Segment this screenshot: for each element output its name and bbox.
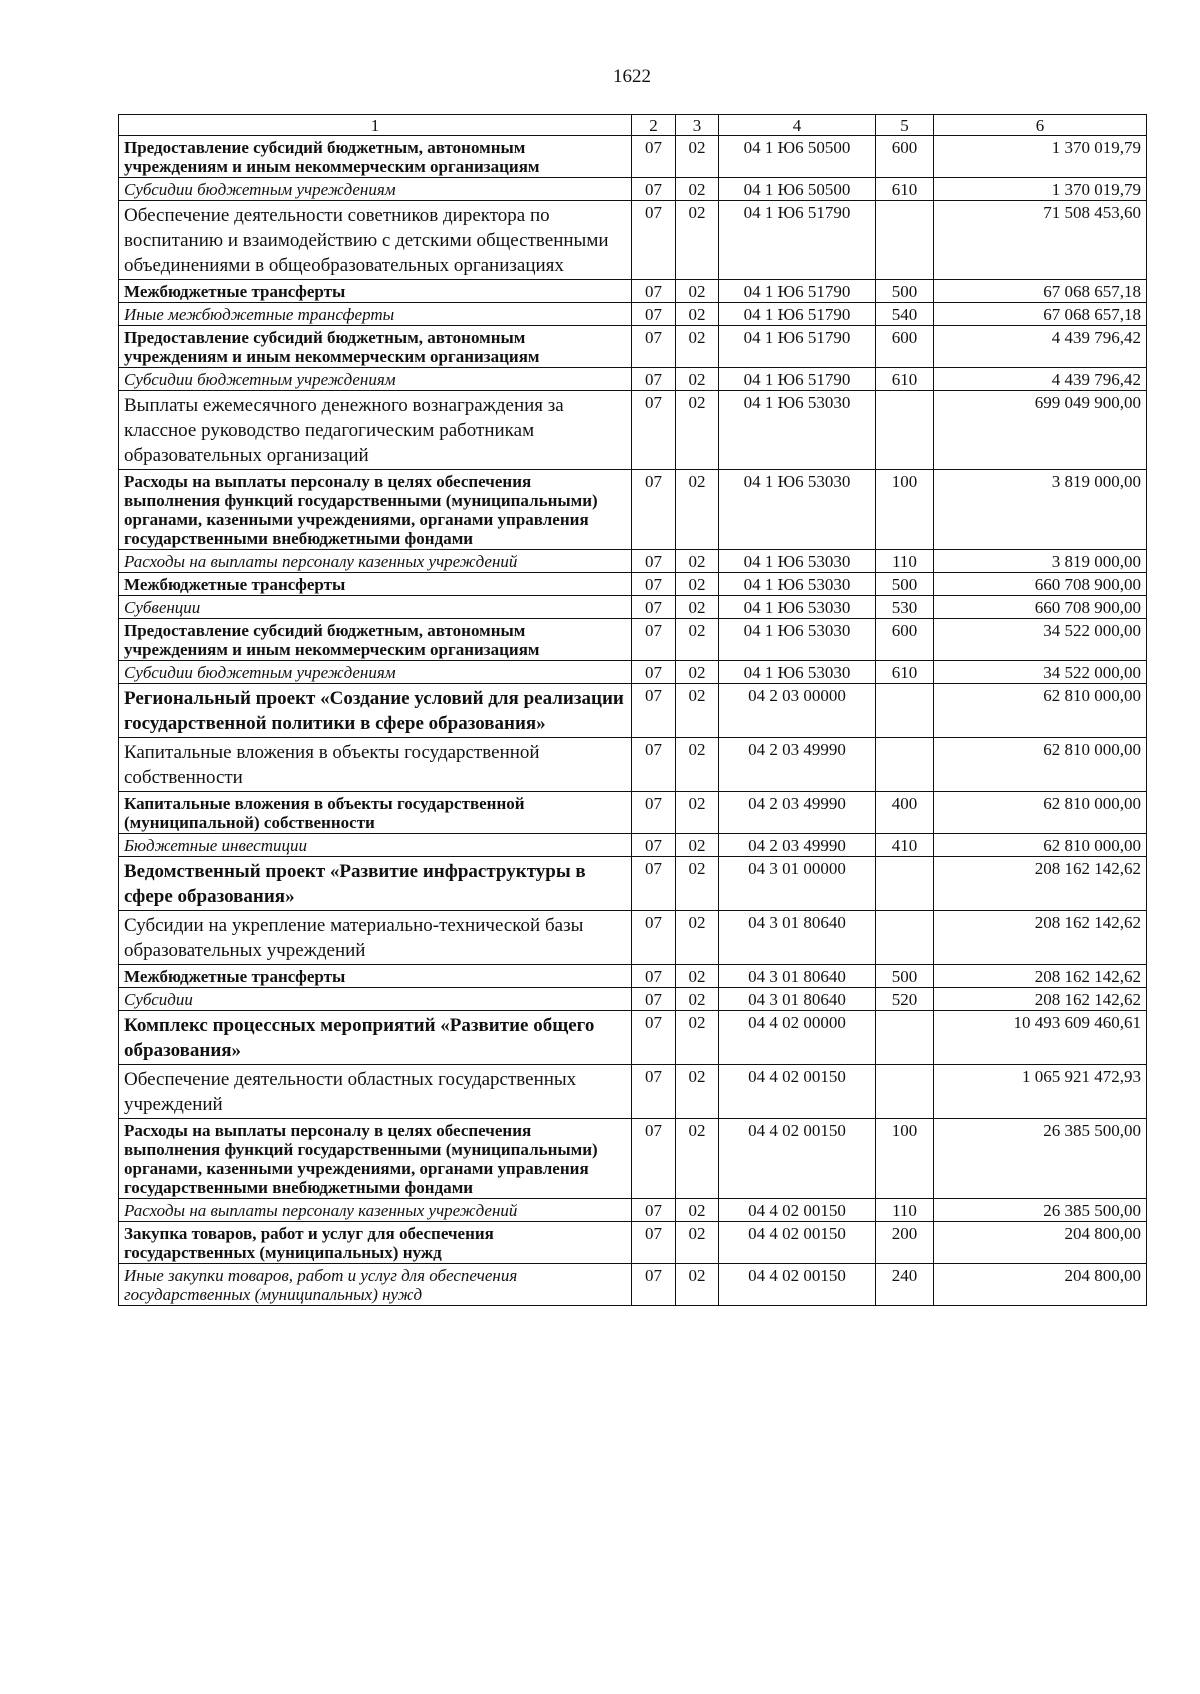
row-name-cell: Субвенции [119, 596, 632, 619]
expense-type-cell [876, 201, 934, 280]
amount-cell: 660 708 900,00 [934, 596, 1147, 619]
row-name-cell: Межбюджетные трансферты [119, 280, 632, 303]
amount-cell: 208 162 142,62 [934, 965, 1147, 988]
row-name-cell: Субсидии бюджетным учреждениям [119, 368, 632, 391]
row-name-cell: Иные межбюджетные трансферты [119, 303, 632, 326]
target-article-cell: 04 1 Ю6 53030 [719, 470, 876, 550]
row-name-cell: Бюджетные инвестиции [119, 834, 632, 857]
table-body [119, 136, 1147, 1306]
row-name-cell: Расходы на выплаты персоналу в целях обеспечения выполнения функций государственными (муниципальными) органами, казенными учреждениями, органами управления государственными внебюджетными фондами [119, 1119, 632, 1199]
expense-type-cell [876, 1011, 934, 1065]
amount-cell: 62 810 000,00 [934, 738, 1147, 792]
table-row [119, 470, 1147, 550]
subsection-code-cell: 02 [676, 280, 719, 303]
row-name-cell: Межбюджетные трансферты [119, 573, 632, 596]
table-row [119, 619, 1147, 661]
amount-cell: 660 708 900,00 [934, 573, 1147, 596]
table-row [119, 573, 1147, 596]
target-article-cell: 04 4 02 00150 [719, 1222, 876, 1264]
subsection-code-cell: 02 [676, 965, 719, 988]
expense-type-cell: 500 [876, 965, 934, 988]
expense-type-cell: 500 [876, 573, 934, 596]
row-name-cell: Субсидии на укрепление материально-технической базы образовательных учреждений [119, 911, 632, 965]
subsection-code-cell: 02 [676, 661, 719, 684]
amount-cell: 62 810 000,00 [934, 684, 1147, 738]
row-name-cell: Капитальные вложения в объекты государственной (муниципальной) собственности [119, 792, 632, 834]
amount-cell: 208 162 142,62 [934, 988, 1147, 1011]
table-row [119, 988, 1147, 1011]
expense-type-cell [876, 391, 934, 470]
row-name-cell: Расходы на выплаты персоналу в целях обеспечения выполнения функций государственными (муниципальными) органами, казенными учреждениями, органами управления государственными внебюджетными фондами [119, 470, 632, 550]
subsection-code-cell: 02 [676, 178, 719, 201]
expense-type-cell [876, 911, 934, 965]
row-name-cell: Капитальные вложения в объекты государственной собственности [119, 738, 632, 792]
table-row [119, 201, 1147, 280]
subsection-code-cell: 02 [676, 550, 719, 573]
amount-cell: 62 810 000,00 [934, 792, 1147, 834]
amount-cell: 10 493 609 460,61 [934, 1011, 1147, 1065]
expense-type-cell: 600 [876, 619, 934, 661]
row-name-cell: Региональный проект «Создание условий для реализации государственной политики в сфере образования» [119, 684, 632, 738]
subsection-code-cell: 02 [676, 988, 719, 1011]
table-row [119, 738, 1147, 792]
subsection-code-cell: 02 [676, 573, 719, 596]
table-row [119, 136, 1147, 178]
header-cell: 2 [632, 115, 676, 136]
section-code-cell: 07 [632, 792, 676, 834]
section-code-cell: 07 [632, 1119, 676, 1199]
row-name-cell: Предоставление субсидий бюджетным, автономным учреждениям и иным некоммерческим организациям [119, 619, 632, 661]
table-row [119, 1065, 1147, 1119]
section-code-cell: 07 [632, 596, 676, 619]
amount-cell: 3 819 000,00 [934, 470, 1147, 550]
row-name-cell: Обеспечение деятельности советников директора по воспитанию и взаимодействию с детскими общественными объединениями в общеобразовательных организациях [119, 201, 632, 280]
target-article-cell: 04 2 03 00000 [719, 684, 876, 738]
table-row [119, 1119, 1147, 1199]
section-code-cell: 07 [632, 326, 676, 368]
expense-type-cell: 240 [876, 1264, 934, 1306]
section-code-cell: 07 [632, 738, 676, 792]
subsection-code-cell: 02 [676, 684, 719, 738]
subsection-code-cell: 02 [676, 619, 719, 661]
target-article-cell: 04 1 Ю6 50500 [719, 178, 876, 201]
expense-type-cell: 110 [876, 550, 934, 573]
target-article-cell: 04 2 03 49990 [719, 834, 876, 857]
section-code-cell: 07 [632, 178, 676, 201]
subsection-code-cell: 02 [676, 1119, 719, 1199]
table-row [119, 792, 1147, 834]
section-code-cell: 07 [632, 911, 676, 965]
expense-type-cell [876, 738, 934, 792]
subsection-code-cell: 02 [676, 738, 719, 792]
row-name-cell: Предоставление субсидий бюджетным, автономным учреждениям и иным некоммерческим организациям [119, 136, 632, 178]
section-code-cell: 07 [632, 661, 676, 684]
section-code-cell: 07 [632, 619, 676, 661]
amount-cell: 71 508 453,60 [934, 201, 1147, 280]
subsection-code-cell: 02 [676, 857, 719, 911]
section-code-cell: 07 [632, 280, 676, 303]
subsection-code-cell: 02 [676, 391, 719, 470]
expense-type-cell [876, 1065, 934, 1119]
row-name-cell: Выплаты ежемесячного денежного вознаграждения за классное руководство педагогическим работникам образовательных организаций [119, 391, 632, 470]
table-row [119, 178, 1147, 201]
subsection-code-cell: 02 [676, 834, 719, 857]
header-cell: 6 [934, 115, 1147, 136]
amount-cell: 208 162 142,62 [934, 911, 1147, 965]
table-row [119, 550, 1147, 573]
target-article-cell: 04 2 03 49990 [719, 738, 876, 792]
row-name-cell: Расходы на выплаты персоналу казенных учреждений [119, 1199, 632, 1222]
section-code-cell: 07 [632, 470, 676, 550]
page-number: 1622 [613, 66, 651, 87]
table-row [119, 303, 1147, 326]
amount-cell: 3 819 000,00 [934, 550, 1147, 573]
row-name-cell: Обеспечение деятельности областных государственных учреждений [119, 1065, 632, 1119]
table-row [119, 1199, 1147, 1222]
expense-type-cell [876, 684, 934, 738]
target-article-cell: 04 3 01 80640 [719, 988, 876, 1011]
target-article-cell: 04 4 02 00150 [719, 1264, 876, 1306]
row-name-cell: Субсидии бюджетным учреждениям [119, 178, 632, 201]
section-code-cell: 07 [632, 684, 676, 738]
amount-cell: 26 385 500,00 [934, 1119, 1147, 1199]
header-cell: 5 [876, 115, 934, 136]
amount-cell: 208 162 142,62 [934, 857, 1147, 911]
amount-cell: 4 439 796,42 [934, 326, 1147, 368]
target-article-cell: 04 1 Ю6 51790 [719, 201, 876, 280]
table-row [119, 661, 1147, 684]
target-article-cell: 04 3 01 80640 [719, 911, 876, 965]
expense-type-cell: 600 [876, 326, 934, 368]
target-article-cell: 04 4 02 00000 [719, 1011, 876, 1065]
row-name-cell: Ведомственный проект «Развитие инфраструктуры в сфере образования» [119, 857, 632, 911]
target-article-cell: 04 1 Ю6 53030 [719, 550, 876, 573]
amount-cell: 204 800,00 [934, 1264, 1147, 1306]
amount-cell: 67 068 657,18 [934, 303, 1147, 326]
section-code-cell: 07 [632, 834, 676, 857]
amount-cell: 34 522 000,00 [934, 619, 1147, 661]
amount-cell: 62 810 000,00 [934, 834, 1147, 857]
header-cell: 4 [719, 115, 876, 136]
section-code-cell: 07 [632, 1199, 676, 1222]
target-article-cell: 04 1 Ю6 51790 [719, 303, 876, 326]
target-article-cell: 04 1 Ю6 53030 [719, 391, 876, 470]
subsection-code-cell: 02 [676, 303, 719, 326]
subsection-code-cell: 02 [676, 326, 719, 368]
section-code-cell: 07 [632, 303, 676, 326]
amount-cell: 1 370 019,79 [934, 178, 1147, 201]
amount-cell: 4 439 796,42 [934, 368, 1147, 391]
table-row [119, 911, 1147, 965]
target-article-cell: 04 4 02 00150 [719, 1065, 876, 1119]
table-row [119, 834, 1147, 857]
amount-cell: 26 385 500,00 [934, 1199, 1147, 1222]
subsection-code-cell: 02 [676, 596, 719, 619]
expense-type-cell: 530 [876, 596, 934, 619]
expense-type-cell: 100 [876, 470, 934, 550]
target-article-cell: 04 3 01 80640 [719, 965, 876, 988]
target-article-cell: 04 1 Ю6 53030 [719, 596, 876, 619]
row-name-cell: Субсидии [119, 988, 632, 1011]
table-row [119, 684, 1147, 738]
target-article-cell: 04 4 02 00150 [719, 1119, 876, 1199]
subsection-code-cell: 02 [676, 368, 719, 391]
section-code-cell: 07 [632, 1065, 676, 1119]
expense-type-cell: 110 [876, 1199, 934, 1222]
table-row [119, 280, 1147, 303]
section-code-cell: 07 [632, 965, 676, 988]
expense-type-cell: 540 [876, 303, 934, 326]
subsection-code-cell: 02 [676, 1199, 719, 1222]
amount-cell: 67 068 657,18 [934, 280, 1147, 303]
subsection-code-cell: 02 [676, 201, 719, 280]
section-code-cell: 07 [632, 1222, 676, 1264]
section-code-cell: 07 [632, 550, 676, 573]
amount-cell: 34 522 000,00 [934, 661, 1147, 684]
row-name-cell: Закупка товаров, работ и услуг для обеспечения государственных (муниципальных) нужд [119, 1222, 632, 1264]
subsection-code-cell: 02 [676, 1222, 719, 1264]
subsection-code-cell: 02 [676, 1011, 719, 1065]
expense-type-cell: 610 [876, 368, 934, 391]
target-article-cell: 04 1 Ю6 51790 [719, 368, 876, 391]
section-code-cell: 07 [632, 1264, 676, 1306]
table-row [119, 391, 1147, 470]
expense-type-cell: 410 [876, 834, 934, 857]
target-article-cell: 04 1 Ю6 50500 [719, 136, 876, 178]
expense-type-cell: 200 [876, 1222, 934, 1264]
section-code-cell: 07 [632, 368, 676, 391]
subsection-code-cell: 02 [676, 470, 719, 550]
expense-type-cell: 400 [876, 792, 934, 834]
table-row [119, 368, 1147, 391]
section-code-cell: 07 [632, 857, 676, 911]
target-article-cell: 04 2 03 49990 [719, 792, 876, 834]
subsection-code-cell: 02 [676, 911, 719, 965]
section-code-cell: 07 [632, 391, 676, 470]
header-row [119, 115, 1147, 136]
expense-type-cell: 610 [876, 661, 934, 684]
expense-type-cell: 610 [876, 178, 934, 201]
amount-cell: 204 800,00 [934, 1222, 1147, 1264]
target-article-cell: 04 1 Ю6 53030 [719, 573, 876, 596]
header-cell: 3 [676, 115, 719, 136]
target-article-cell: 04 4 02 00150 [719, 1199, 876, 1222]
row-name-cell: Предоставление субсидий бюджетным, автономным учреждениям и иным некоммерческим организациям [119, 326, 632, 368]
section-code-cell: 07 [632, 136, 676, 178]
table-row [119, 1222, 1147, 1264]
subsection-code-cell: 02 [676, 1065, 719, 1119]
budget-table [118, 114, 1147, 1306]
expense-type-cell: 600 [876, 136, 934, 178]
section-code-cell: 07 [632, 573, 676, 596]
amount-cell: 699 049 900,00 [934, 391, 1147, 470]
subsection-code-cell: 02 [676, 792, 719, 834]
table-header [119, 115, 1147, 136]
target-article-cell: 04 1 Ю6 51790 [719, 326, 876, 368]
amount-cell: 1 370 019,79 [934, 136, 1147, 178]
row-name-cell: Расходы на выплаты персоналу казенных учреждений [119, 550, 632, 573]
amount-cell: 1 065 921 472,93 [934, 1065, 1147, 1119]
table-row [119, 1011, 1147, 1065]
target-article-cell: 04 1 Ю6 51790 [719, 280, 876, 303]
table-row [119, 326, 1147, 368]
row-name-cell: Субсидии бюджетным учреждениям [119, 661, 632, 684]
table-row [119, 1264, 1147, 1306]
header-cell: 1 [119, 115, 632, 136]
row-name-cell: Комплекс процессных мероприятий «Развитие общего образования» [119, 1011, 632, 1065]
target-article-cell: 04 1 Ю6 53030 [719, 661, 876, 684]
expense-type-cell: 520 [876, 988, 934, 1011]
row-name-cell: Межбюджетные трансферты [119, 965, 632, 988]
section-code-cell: 07 [632, 988, 676, 1011]
section-code-cell: 07 [632, 1011, 676, 1065]
section-code-cell: 07 [632, 201, 676, 280]
table-row [119, 857, 1147, 911]
expense-type-cell: 100 [876, 1119, 934, 1199]
target-article-cell: 04 1 Ю6 53030 [719, 619, 876, 661]
expense-type-cell: 500 [876, 280, 934, 303]
expense-type-cell [876, 857, 934, 911]
table-row [119, 965, 1147, 988]
table-row [119, 596, 1147, 619]
subsection-code-cell: 02 [676, 136, 719, 178]
target-article-cell: 04 3 01 00000 [719, 857, 876, 911]
row-name-cell: Иные закупки товаров, работ и услуг для обеспечения государственных (муниципальных) нужд [119, 1264, 632, 1306]
subsection-code-cell: 02 [676, 1264, 719, 1306]
